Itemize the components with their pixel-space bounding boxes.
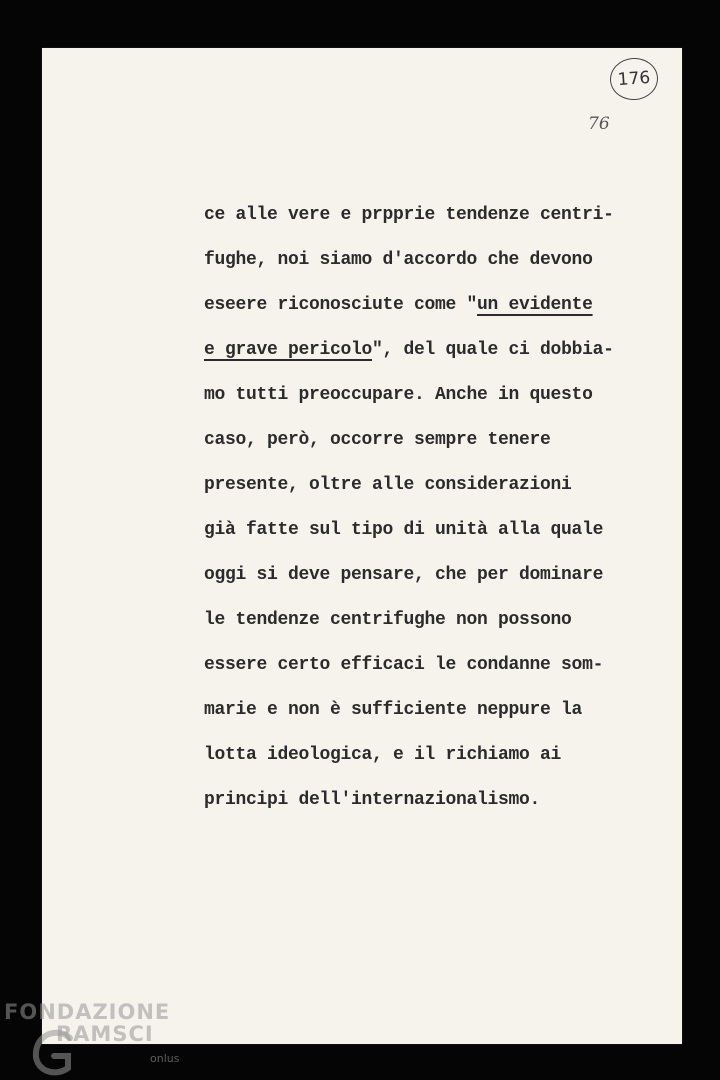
text-line: marie e non è sufficiente neppure la [204, 700, 583, 720]
text-line: oggi si deve pensare, che per dominare [204, 565, 604, 585]
text-line: essere certo efficaci le condanne som- [204, 655, 604, 675]
fondazione-gramsci-watermark [4, 1000, 204, 1080]
underlined-phrase: un evidente [477, 295, 593, 315]
handwritten-page-number: 76 [588, 114, 610, 134]
text-line: lotta ideologica, e il richiamo ai [204, 745, 562, 765]
text-line: principi dell'internazionalismo. [204, 790, 541, 810]
text-line: le tendenze centrifughe non possono [204, 610, 572, 630]
underlined-phrase: e grave pericolo [204, 340, 373, 360]
text-line: già fatte sul tipo di unità alla quale [204, 520, 604, 540]
watermark-line-2: RAMSCI [56, 1022, 154, 1046]
text-line: mo tutti preoccupare. Anche in questo [204, 385, 593, 405]
document-page [42, 48, 682, 1044]
watermark-line-1: FONDAZIONE [4, 1000, 171, 1024]
text-line: e grave pericolo", del quale ci dobbia- [204, 340, 614, 360]
text-line: fughe, noi siamo d'accordo che devono [204, 250, 593, 270]
text-line: presente, oltre alle considerazioni [204, 475, 572, 495]
circled-page-number: 176 [609, 56, 660, 101]
typewritten-text-block [204, 198, 614, 828]
text-line: eseere riconosciute come "un evidente [204, 295, 593, 315]
text-line: caso, però, occorre sempre tenere [204, 430, 551, 450]
watermark-suffix: onlus [150, 1052, 180, 1065]
text-line: ce alle vere e prpprie tendenze centri- [204, 205, 614, 225]
